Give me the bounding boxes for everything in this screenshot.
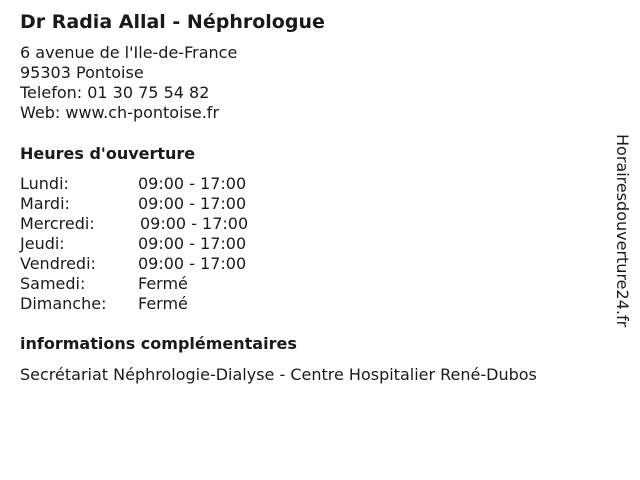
website: Web: www.ch-pontoise.fr [20, 103, 220, 122]
site-watermark: Horairesdouverture24.fr [613, 134, 632, 328]
address-street: 6 avenue de l'Ile-de-France [20, 43, 238, 62]
phone-number: Telefon: 01 30 75 54 82 [20, 83, 210, 102]
day-label: Mercredi: [20, 214, 95, 233]
additional-info-text: Secrétariat Néphrologie-Dialyse - Centre Hospitalier René-Dubos [20, 365, 537, 384]
hours-value: 09:00 - 17:00 [138, 234, 247, 253]
additional-info-heading: informations complémentaires [20, 334, 297, 353]
day-label: Samedi: [20, 274, 86, 293]
hours-value: 09:00 - 17:00 [138, 174, 247, 193]
day-label: Vendredi: [20, 254, 96, 273]
day-label: Lundi: [20, 174, 69, 193]
page-title: Dr Radia Allal - Néphrologue [20, 11, 325, 33]
address-city: 95303 Pontoise [20, 63, 144, 82]
day-label: Dimanche: [20, 294, 107, 313]
hours-value: Fermé [138, 274, 188, 293]
address-block [20, 43, 237, 123]
opening-hours-heading: Heures d'ouverture [20, 144, 196, 163]
day-label: Jeudi: [20, 234, 65, 253]
day-label: Mardi: [20, 194, 70, 213]
hours-value: 09:00 - 17:00 [138, 194, 247, 213]
hours-value: 09:00 - 17:00 [140, 214, 249, 233]
hours-value: Fermé [138, 294, 188, 313]
hours-value: 09:00 - 17:00 [138, 254, 247, 273]
